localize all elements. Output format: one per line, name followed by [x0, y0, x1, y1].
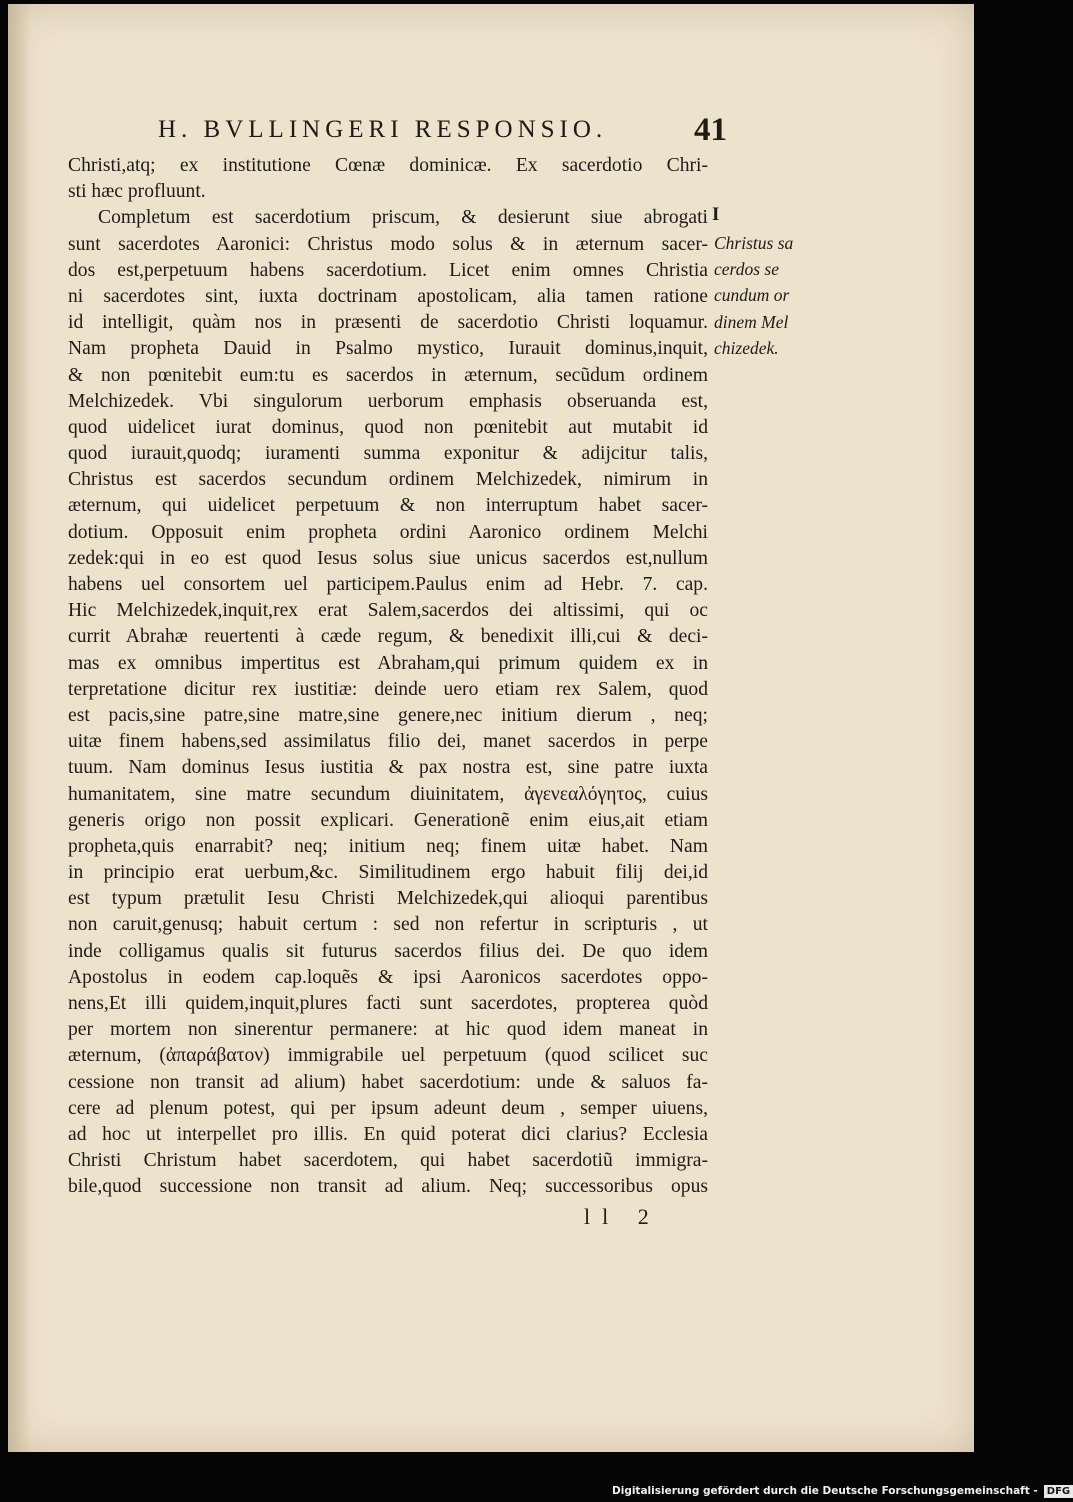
text-line: propheta,quis enarrabit? neq; initium neq; finem uitæ habet. Nam [68, 835, 708, 857]
text-line: Apostolus in eodem cap.loquẽs & ipsi Aaronicos sacerdotes oppo- [68, 966, 708, 988]
text-line: uitæ finem habens,sed assimilatus filio dei, manet sacerdos in perpe [68, 731, 708, 753]
text-line: quod uidelicet iurat dominus, quod non pœnitebit aut mutabit id [68, 416, 708, 438]
text-line: quod iurauit,quodq; iuramenti summa exponitur & adijcitur talis, [68, 443, 708, 465]
text-line: mas ex omnibus impertitus est Abraham,qui primum quidem ex in [68, 652, 708, 674]
text-line: non caruit,genusq; habuit certum : sed non refertur in scripturis , ut [68, 914, 708, 936]
text-line: & non pœnitebit eum:tu es sacerdos in æternum, secũdum ordinem [68, 364, 708, 386]
text-line: inde colligamus qualis sit futurus sacerdos filius dei. De quo idem [68, 940, 708, 962]
text-line: terpretatione dicitur rex iustitiæ: deinde uero etiam rex Salem, quod [68, 678, 708, 700]
text-line: generis origo non possit explicari. Generationẽ enim eius,ait etiam [68, 809, 708, 831]
marginal-marker: I [712, 204, 720, 225]
marginal-note-line: Christus sa [714, 233, 794, 253]
text-line: per mortem non sinerentur permanere: at hic quod idem maneat in [68, 1019, 708, 1041]
text-line: cessione non transit ad alium) habet sacerdotium: unde & saluos fa- [68, 1071, 708, 1093]
funding-credit: Digitalisierung gefördert durch die Deutsche Forschungsgemeinschaft - [612, 1485, 1038, 1497]
text-line: humanitatem, sine matre secundum diuinitatem, ἀγενεαλόγητος, cuius [68, 783, 708, 805]
text-line: id intelligit, quàm nos in præsenti de sacerdotio Christi loquamur. [68, 312, 708, 334]
text-line: nens,Et illi quidem,inquit,plures facti sunt sacerdotes, propterea quòd [68, 993, 708, 1014]
text-line: æternum, qui uidelicet perpetuum & non interruptum habet sacer- [68, 495, 708, 517]
marginal-note-line: cundum or [714, 285, 790, 306]
text-line: cere ad plenum potest, qui per ipsum adeunt deum , semper uiuens, [68, 1097, 708, 1119]
text-line: in principio erat uerbum,&c. Similitudinem ergo habuit filij dei,id [68, 862, 708, 884]
text-line: currit Abrahæ reuertenti à cæde regum, & benedixit illi,cui & deci- [68, 626, 708, 648]
page-header [8, 112, 974, 156]
text-line: est pacis,sine patre,sine matre,sine genere,nec initium dierum , neq; [68, 704, 708, 726]
page-number: 41 [694, 112, 727, 148]
marginal-note [714, 230, 793, 361]
text-line: bile,quod successione non transit ad alium. Neq; successoribus opus [68, 1176, 708, 1198]
text-line: Christi Christum habet sacerdotem, qui habet sacerdotiũ immigra- [68, 1150, 708, 1172]
main-text [68, 153, 708, 1201]
text-line: sunt sacerdotes Aaronici: Christus modo solus & in æternum sacer- [68, 233, 708, 255]
marginal-note-line: dinem Mel [714, 311, 789, 332]
text-line: habens uel consortem uel participem.Paulus enim ad Hebr. 7. cap. [68, 574, 708, 595]
text-line: æternum, (ἀπαράβατον) immigrabile uel perpetuum (quod scilicet suc [68, 1045, 708, 1067]
text-line: est typum prætulit Iesu Christi Melchizedek,qui alioqui parentibus [68, 888, 708, 910]
text-line: sti hæc profluunt. [68, 181, 206, 203]
running-head: H. BVLLINGERI RESPONSIO. [158, 116, 608, 143]
text-line: dos est,perpetuum habens sacerdotium. Licet enim omnes Christia [68, 259, 708, 281]
text-line: Nam propheta Dauid in Psalmo mystico, Iurauit dominus,inquit, [68, 338, 708, 360]
digitization-footer [540, 1482, 1073, 1500]
text-line: ni sacerdotes sint, iuxta doctrinam apostolicam, alia tamen ratione [68, 285, 708, 307]
book-page [8, 4, 974, 1452]
marginal-note-line: chizedek. [714, 337, 779, 358]
text-line: dotium. Opposuit enim propheta ordini Aaronico ordinem Melchi [68, 521, 708, 543]
dfg-logo: DFG [1044, 1485, 1073, 1498]
marginal-note-line: cerdos se [714, 259, 779, 280]
text-line: Christus est sacerdos secundum ordinem Melchizedek, nimirum in [68, 469, 708, 491]
text-line: ad hoc ut interpellet pro illis. En quid poterat dici clarius? Ecclesia [68, 1123, 708, 1145]
signature-mark: ll 2 [584, 1204, 661, 1229]
text-line: zedek:qui in eo est quod Iesus solus siue unicus sacerdos est,nullum [68, 547, 708, 569]
text-line: Hic Melchizedek,inquit,rex erat Salem,sacerdos dei altissimi, qui oc [68, 600, 708, 622]
text-line: Melchizedek. Vbi singulorum uerborum emphasis obseruanda est, [68, 390, 708, 412]
text-line: tuum. Nam dominus Iesus iustitia & pax nostra est, sine patre iuxta [68, 757, 708, 779]
page-gutter-shadow [8, 4, 30, 1452]
text-line: Christi,atq; ex institutione Cœnæ dominicæ. Ex sacerdotio Chri- [68, 155, 708, 176]
text-line: Completum est sacerdotium priscum, & desierunt siue abrogati [98, 207, 708, 229]
